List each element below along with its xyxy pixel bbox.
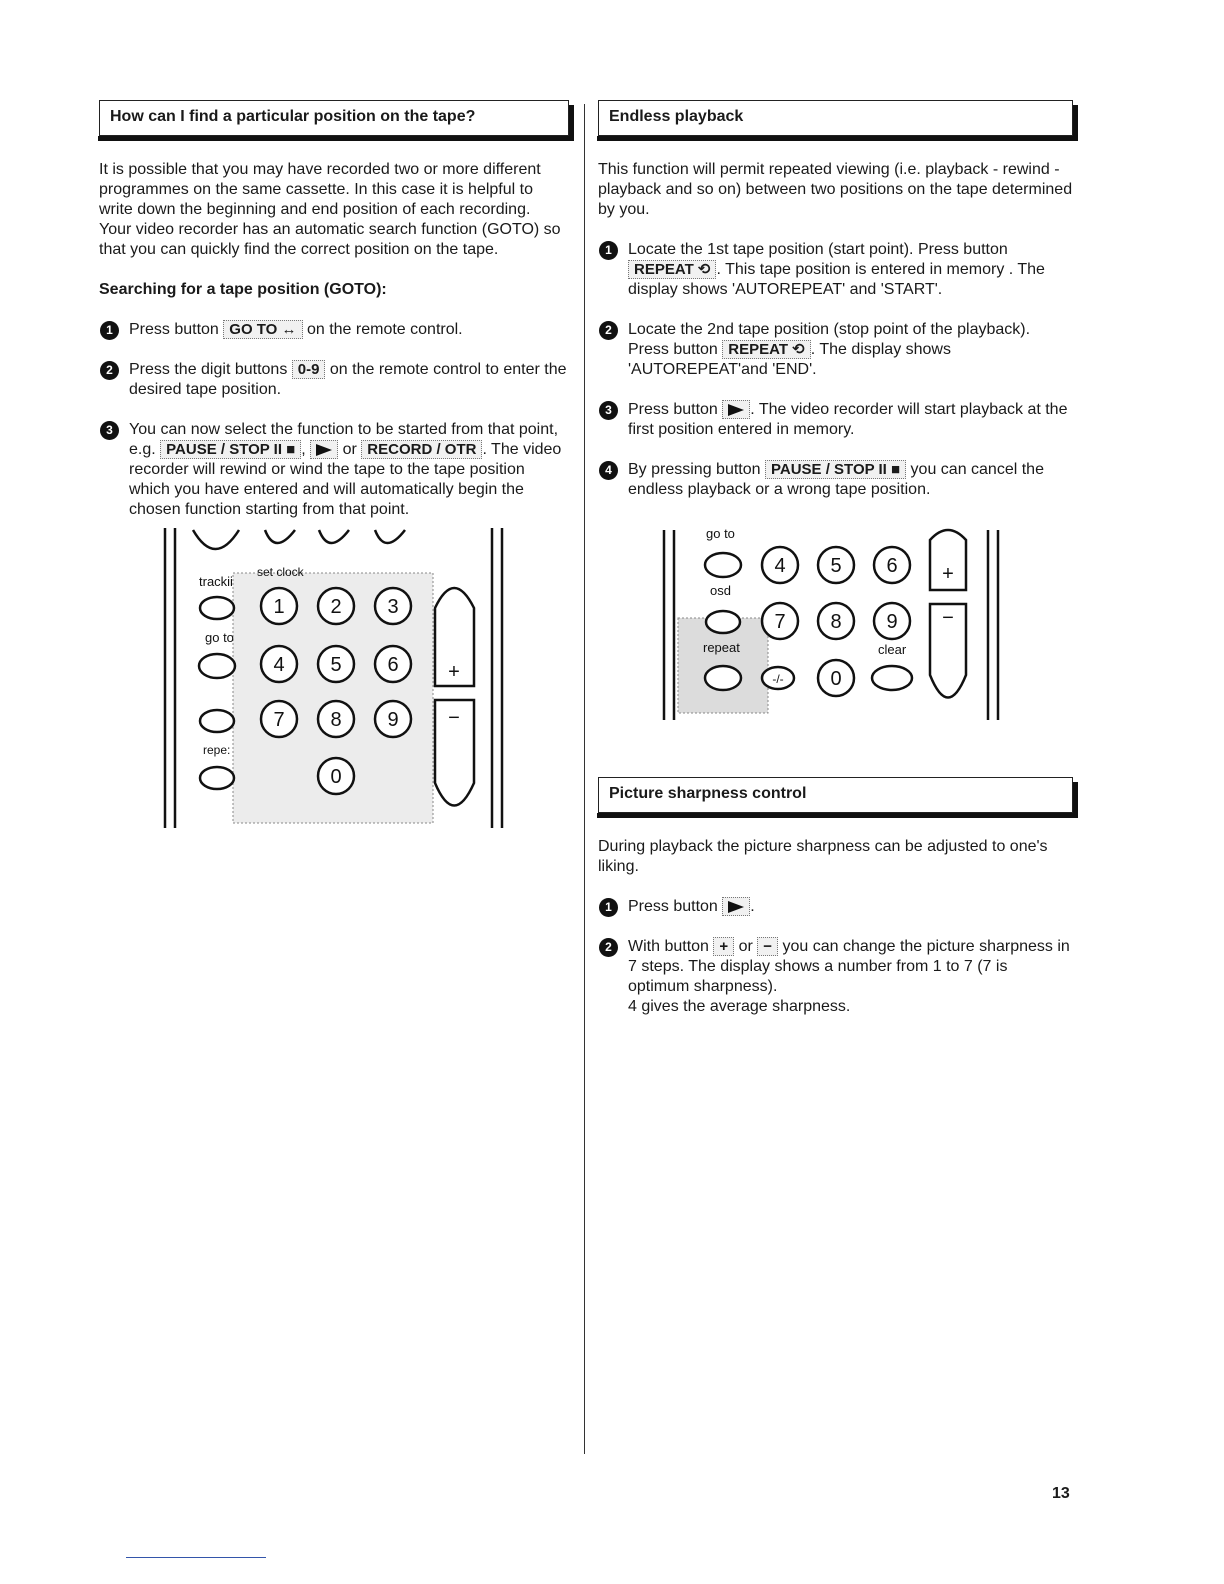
endless-step-2: 2 Locate the 2nd tape position (stop point of the playback). Press button REPEAT ⟲ . The display shows 'AUTOREPEAT'and 'END'.	[598, 320, 1073, 380]
pause-stop-key: PAUSE / STOP II ■	[160, 440, 301, 459]
goto-key: GO TO ↔	[223, 320, 302, 339]
remote-label-osd: osd	[710, 583, 731, 598]
page-number: 13	[1052, 1485, 1070, 1502]
play-key	[310, 440, 338, 459]
section-heading-picture-sharpness: Picture sharpness control	[598, 777, 1073, 813]
sharpness-step-2: 2 With button + or − you can change the picture sharpness in 7 steps. The display shows a number from 1 to 7 (7 is optimum sharpness). 4 gives the average sharpness.	[598, 937, 1073, 1017]
remote-digit-1: 1	[273, 596, 285, 618]
minus-key: −	[757, 937, 778, 956]
endless-step-1: 1 Locate the 1st tape position (start point). Press button REPEAT ⟲ . This tape position is entered in memory . The display shows 'AUTOREPEAT' and 'START'.	[598, 240, 1073, 300]
remote-digit-4: 4	[273, 654, 285, 676]
remote-digit-6: 6	[387, 654, 399, 676]
endless-step-4: 4 By pressing button PAUSE / STOP II ■ you can cancel the endless playback or a wrong tape position.	[598, 460, 1073, 500]
remote-minus: −	[942, 607, 954, 629]
remote-digit-9: 9	[886, 611, 898, 633]
digit-keys: 0-9	[292, 360, 326, 379]
goto-step-3: 3 You can now select the function to be started from that point, e.g. PAUSE / STOP II ■ , or RECORD / OTR . The video recorder will rewind or wind the tape to the tape position which you have entered and will automatically begin the chosen function starting from that point.	[99, 420, 569, 520]
step-number-1: 1	[599, 241, 618, 260]
repeat-key: REPEAT ⟲	[628, 260, 716, 279]
remote-digit-5: 5	[830, 555, 842, 577]
remote-label-tracking: trackii	[199, 574, 233, 589]
remote-digit-0: 0	[330, 766, 342, 788]
remote-digit-7: 7	[774, 611, 786, 633]
remote-digit-5: 5	[330, 654, 342, 676]
remote-digit-7: 7	[273, 709, 285, 731]
step-number-1: 1	[599, 898, 618, 917]
remote-digit-4: 4	[774, 555, 786, 577]
endless-intro: This function will permit repeated viewing (i.e. playback - rewind - playback and so on) between two positions on the tape determined by you.	[598, 161, 1073, 218]
remote-digit-3: 3	[387, 596, 399, 618]
sharpness-step-1: 1 Press button .	[598, 897, 1073, 917]
play-key	[722, 897, 750, 916]
remote-plus: +	[942, 563, 954, 585]
step-number-2: 2	[100, 361, 119, 380]
footer-line	[126, 1557, 266, 1558]
column-divider	[584, 104, 585, 1454]
right-column	[598, 100, 1073, 1037]
endless-step-3: 3 Press button . The video recorder will start playback at the first position entered in memory.	[598, 400, 1073, 440]
remote-digit-9: 9	[387, 709, 399, 731]
play-key	[722, 400, 750, 419]
remote-digit-8: 8	[330, 709, 342, 731]
remote-digit-0: 0	[830, 668, 842, 690]
pause-stop-key: PAUSE / STOP II ■	[765, 460, 906, 479]
left-column	[99, 100, 569, 833]
goto-step-1: 1 Press button GO TO ↔ on the remote control.	[99, 320, 569, 340]
remote-label-repeat: repe:	[203, 743, 231, 757]
intro-paragraph-2: Your video recorder has an automatic search function (GOTO) so that you can quickly find the correct position on the tape.	[99, 221, 561, 258]
repeat-key: REPEAT ⟲	[722, 340, 810, 359]
remote-minus: −	[448, 707, 460, 729]
remote-label-clear: clear	[878, 642, 907, 657]
remote-label-goto: go to	[706, 526, 735, 541]
step-number-2: 2	[599, 321, 618, 340]
remote-label-set-clock: set clock	[257, 565, 304, 579]
step-number-3: 3	[599, 401, 618, 420]
step-number-1: 1	[100, 321, 119, 340]
remote-label-dash: -/-	[772, 672, 784, 686]
step-number-3: 3	[100, 421, 119, 440]
record-otr-key: RECORD / OTR	[361, 440, 482, 459]
sharpness-intro: During playback the picture sharpness can be adjusted to one's liking.	[598, 838, 1048, 875]
play-icon	[728, 901, 744, 913]
section-heading-find-position: How can I find a particular position on the tape?	[99, 100, 569, 136]
remote-digit-8: 8	[830, 611, 842, 633]
section-heading-endless-playback: Endless playback	[598, 100, 1073, 136]
intro-paragraph-1: It is possible that you may have recorded two or more different programmes on the same cassette. In this case it is helpful to write down the beginning and end position of each recording.	[99, 161, 541, 218]
remote-plus: +	[448, 661, 460, 683]
step-number-4: 4	[599, 461, 618, 480]
goto-step-2: 2 Press the digit buttons 0-9 on the remote control to enter the desired tape position.	[99, 360, 569, 400]
remote-label-goto: go to	[205, 630, 234, 645]
remote-label-repeat: repeat	[703, 640, 740, 655]
subheading-goto: Searching for a tape position (GOTO):	[99, 281, 387, 298]
play-icon	[728, 404, 744, 416]
plus-key: +	[713, 937, 734, 956]
remote-digit-2: 2	[330, 596, 342, 618]
remote-digit-6: 6	[886, 555, 898, 577]
play-icon	[316, 444, 332, 456]
remote-control-illustration-goto	[99, 528, 539, 833]
step-number-2: 2	[599, 938, 618, 957]
remote-control-illustration-repeat	[598, 520, 1018, 725]
